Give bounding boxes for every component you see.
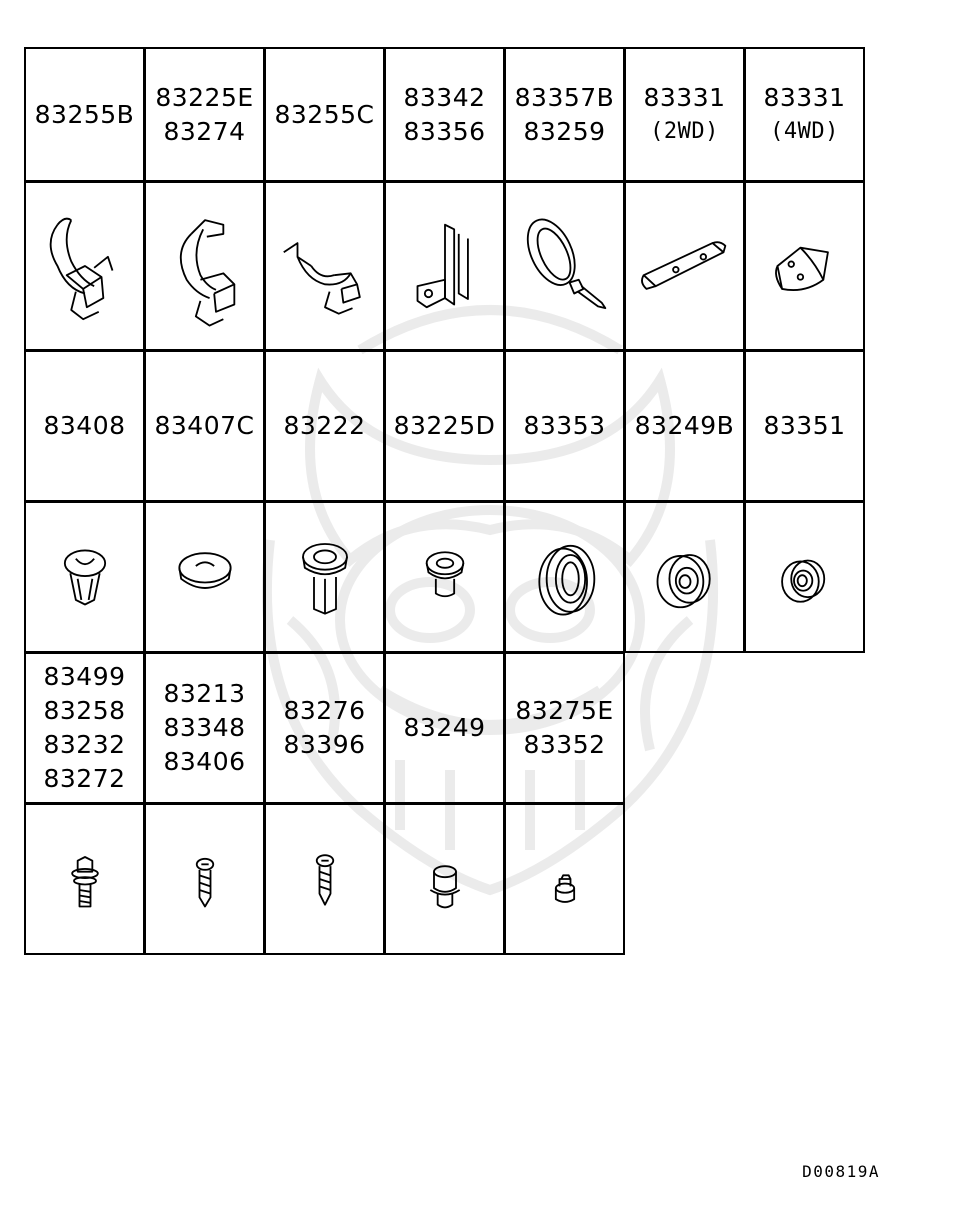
part-number-cell	[24, 47, 145, 182]
part-number-label: 83249B	[634, 411, 735, 440]
part-number-label: 83213	[163, 679, 246, 708]
part-number-cell	[384, 47, 505, 182]
label-row	[25, 351, 865, 502]
ring-grommet-icon	[750, 512, 860, 642]
part-number-label: 83258	[43, 696, 126, 725]
part-number-label: 83232	[43, 730, 126, 759]
part-illustration-cell	[24, 181, 145, 351]
round-grommet-icon	[630, 512, 740, 642]
part-number-cell	[264, 350, 385, 502]
part-number-label: 83255B	[34, 99, 135, 129]
picture-row	[25, 502, 865, 653]
flange-bolt-washer-icon	[30, 814, 140, 944]
part-number-cell	[144, 47, 265, 182]
part-number-label: 83255C	[274, 99, 375, 129]
part-number-cell	[744, 47, 865, 182]
part-illustration-cell	[384, 181, 505, 351]
part-number-cell	[384, 652, 505, 804]
part-number-label: 83406	[163, 747, 246, 776]
part-number-label: 83259	[523, 116, 606, 146]
part-number-label: 83356	[403, 116, 486, 146]
part-number-label: 83249	[403, 713, 486, 742]
part-number-label: 83276	[283, 696, 366, 725]
part-illustration-cell	[24, 803, 145, 955]
cable-tie-band-icon	[510, 201, 620, 331]
part-illustration-cell	[624, 501, 745, 653]
part-number-cell	[24, 350, 145, 502]
part-number-label: 83275E	[515, 696, 614, 725]
part-number-label: 83407C	[154, 411, 255, 440]
hex-nut-icon	[510, 814, 620, 944]
picture-row	[25, 182, 865, 351]
part-illustration-cell	[624, 181, 745, 351]
part-illustration-cell	[264, 803, 385, 955]
drawing-code: D00819A	[802, 1162, 880, 1181]
part-number-label: 83225E	[155, 82, 254, 112]
part-illustration-cell	[144, 501, 265, 653]
part-illustration-cell	[504, 181, 625, 351]
small-grommet-icon	[390, 512, 500, 642]
part-number-cell	[144, 652, 265, 804]
part-number-cell	[24, 652, 145, 804]
part-number-label: (2WD)	[650, 118, 719, 144]
harness-bracket-icon	[390, 201, 500, 331]
part-illustration-cell	[504, 803, 625, 955]
part-illustration-cell	[744, 181, 865, 351]
protector-plate-icon	[630, 201, 740, 331]
part-number-cell	[624, 350, 745, 502]
part-illustration-cell	[264, 501, 385, 653]
part-illustration-cell	[144, 181, 265, 351]
label-row	[25, 653, 865, 804]
harness-clamp-clip-icon	[30, 201, 140, 331]
part-number-label: 83342	[403, 82, 486, 112]
part-number-cell	[144, 350, 265, 502]
part-number-label: 83396	[283, 730, 366, 759]
part-number-label: 83499	[43, 662, 126, 691]
part-number-cell	[624, 47, 745, 182]
part-number-label: 83348	[163, 713, 246, 742]
part-number-label: (4WD)	[770, 118, 839, 144]
part-illustration-cell	[504, 501, 625, 653]
part-illustration-cell	[384, 803, 505, 955]
part-number-cell	[744, 350, 865, 502]
picture-row	[25, 804, 865, 955]
oval-grommet-icon	[510, 512, 620, 642]
part-number-cell	[264, 652, 385, 804]
part-illustration-cell	[744, 501, 865, 653]
part-number-cell	[384, 350, 505, 502]
square-nut-grommet-icon	[270, 512, 380, 642]
tapping-screw-icon	[150, 814, 260, 944]
protector-cover-icon	[750, 201, 860, 331]
part-illustration-cell	[24, 501, 145, 653]
part-number-label: 83408	[43, 411, 126, 440]
harness-band-clip-icon	[270, 201, 380, 331]
push-rivet-clip-icon	[30, 512, 140, 642]
part-number-label: 83331	[643, 82, 726, 112]
wood-screw-icon	[270, 814, 380, 944]
part-number-cell	[264, 47, 385, 182]
part-number-label: 83353	[523, 411, 606, 440]
part-number-label: 83351	[763, 411, 846, 440]
part-illustration-cell	[264, 181, 385, 351]
parts-grid	[25, 48, 865, 955]
part-illustration-cell	[384, 501, 505, 653]
part-number-cell	[504, 652, 625, 804]
part-number-cell	[504, 47, 625, 182]
part-illustration-cell	[144, 803, 265, 955]
part-number-label: 83225D	[393, 411, 496, 440]
plastic-clip-icon	[390, 814, 500, 944]
part-number-label: 83222	[283, 411, 366, 440]
part-number-label: 83352	[523, 730, 606, 759]
part-number-label: 83272	[43, 764, 126, 793]
harness-clamp-bracket-clip-icon	[150, 201, 260, 331]
plug-cap-icon	[150, 512, 260, 642]
part-number-cell	[504, 350, 625, 502]
part-number-label: 83331	[763, 82, 846, 112]
part-number-label: 83357B	[514, 82, 615, 112]
part-number-label: 83274	[163, 116, 246, 146]
label-row	[25, 48, 865, 182]
